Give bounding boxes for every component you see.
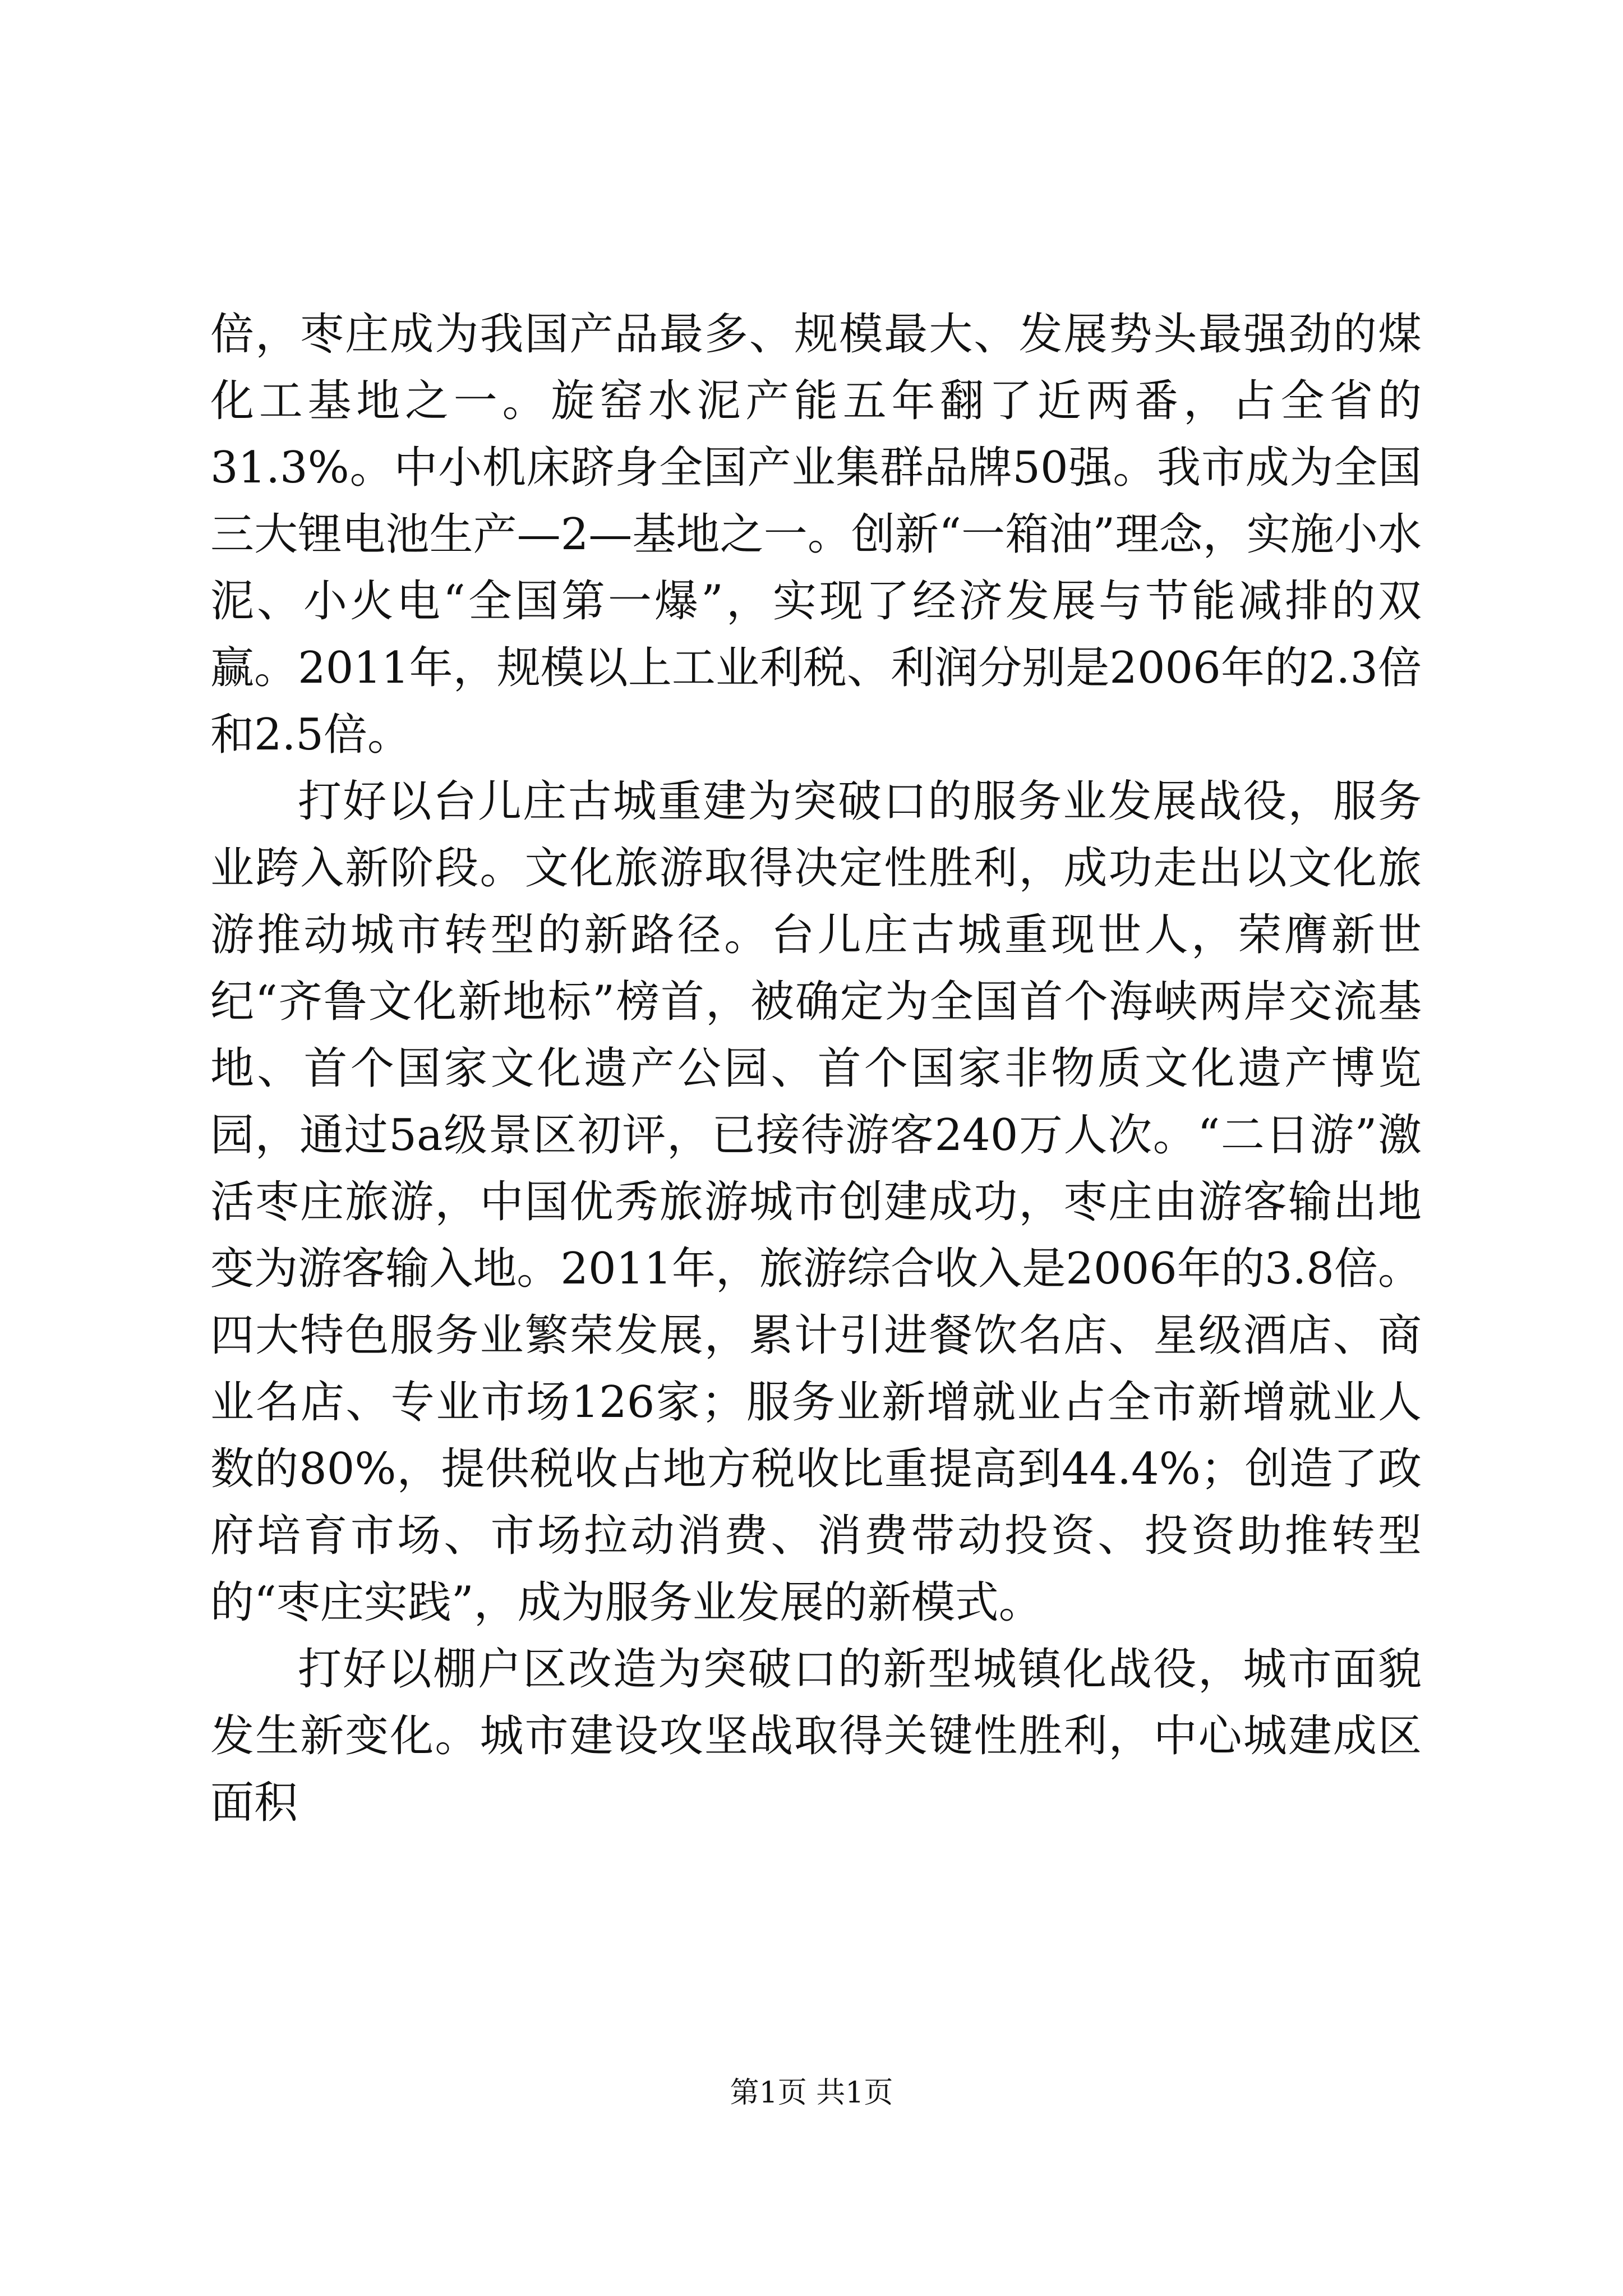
paragraph-urbanization: 打好以棚户区改造为突破口的新型城镇化战役，城市面貌发生新变化。城市建设攻坚战取得关键性胜利，中心城建成区面积 xyxy=(210,1644,1422,1828)
paragraph-continued: 倍，枣庄成为我国产品最多、规模最大、发展势头最强劲的煤化工基地之一。旋窑水泥产能五年翻了近两番，占全省的31.3%。中小机床跻身全国产业集群品牌50强。我市成为全国三大锂电池生产—2—基地之一。创新“一箱油”理念，实施小水泥、小火电“全国第一爆”，实现了经济发展与节能减排的双赢。2011年，规模以上工业利税、利润分别是2006年的2.3倍和2.5倍。 xyxy=(210,309,1422,760)
page-footer: 第1页 共1页 xyxy=(730,2076,893,2110)
paragraph-services: 打好以台儿庄古城重建为突破口的服务业发展战役，服务业跨入新阶段。文化旅游取得决定性胜利，成功走出以文化旅游推动城市转型的新路径。台儿庄古城重现世人，荣膺新世纪“齐鲁文化新地标”榜首，被确定为全国首个海峡两岸交流基地、首个国家文化遗产公园、首个国家非物质文化遗产博览园，通过5a级景区初评，已接待游客240万人次。“二日游”激活枣庄旅游，中国优秀旅游城市创建成功，枣庄由游客输出地变为游客输入地。2011年，旅游综合收入是2006年的3.8倍。四大特色服务业繁荣发展，累计引进餐饮名店、星级酒店、商业名店、专业市场126家；服务业新增就业占全市新增就业人数的80%，提供税收占地方税收比重提高到44.4%；创造了政府培育市场、市场拉动消费、消费带动投资、投资助推转型的“枣庄实践”，成为服务业发展的新模式。 xyxy=(210,776,1422,1628)
document-body xyxy=(210,301,1422,1837)
